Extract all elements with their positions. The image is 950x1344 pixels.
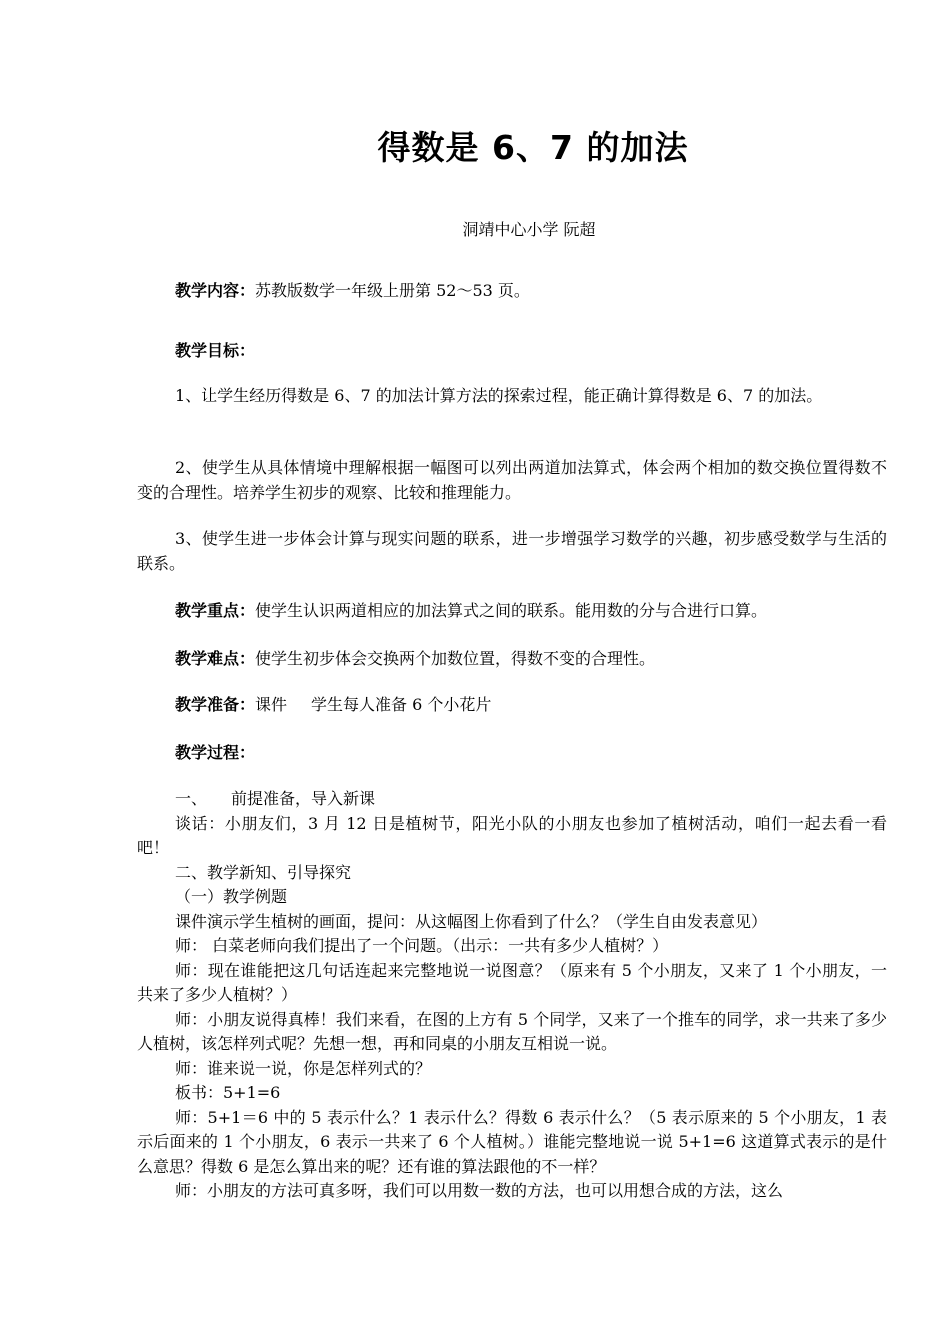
- process-line: 二、教学新知、引导探究: [175, 862, 352, 882]
- process-label: 教学过程：: [175, 743, 256, 762]
- process-line: （一）教学例题: [175, 887, 288, 906]
- goal-item-1: 1、让学生经历得数是 6、7 的加法计算方法的探索过程，能正确计算得数是 6、7 的加法。: [175, 386, 823, 405]
- section-1-heading: 一、 前提准备，导入新课: [175, 789, 376, 808]
- process-line: 师：谁来说一说，你是怎样列式的？: [175, 1058, 432, 1078]
- process-section: [137, 787, 887, 1204]
- teaching-content-text: 苏教版数学一年级上册第 52～53 页。: [255, 281, 530, 300]
- preparation-text-b: 学生每人准备 6 个小花片: [311, 695, 492, 714]
- teaching-content: [137, 278, 887, 303]
- process-line: 师：小朋友说得真棒！我们来看，在图的上方有 5 个同学，又来了一个推车的同学，求一共来了多少人植树，该怎样列式呢？先想一想，再和同桌的小朋友互相说一说。: [137, 1009, 887, 1053]
- key-point-label: 教学重点：: [175, 601, 256, 620]
- key-point-text: 使学生认识两道相应的加法算式之间的联系。能用数的分与合进行口算。: [255, 601, 768, 620]
- difficulty-label: 教学难点：: [175, 649, 256, 668]
- process-line: 谈话：小朋友们，3 月 12 日是植树节，阳光小队的小朋友也参加了植树活动，咱们一起去看一看吧！: [137, 813, 887, 857]
- process-label-row: [137, 740, 887, 765]
- document-title: 得数是 6、7 的加法: [377, 128, 689, 167]
- process-line: 师： 白菜老师向我们提出了一个问题。（出示：一共有多少人植树？）: [175, 936, 669, 955]
- process-line: 课件演示学生植树的画面，提问：从这幅图上你看到了什么？（学生自由发表意见）: [175, 911, 768, 931]
- goal-item-3: 3、使学生进一步体会计算与现实问题的联系，进一步增强学习数学的兴趣，初步感受数学与生活的联系。: [137, 529, 887, 573]
- preparation: [137, 692, 887, 717]
- preparation-label: 教学准备：: [175, 695, 256, 714]
- teaching-goals-label: 教学目标：: [175, 341, 256, 360]
- process-line: 板书：5+1=6: [175, 1083, 281, 1102]
- teaching-content-label: 教学内容：: [175, 281, 256, 300]
- process-line: 师：5+1＝6 中的 5 表示什么？1 表示什么？得数 6 表示什么？（5 表示原来的 5 个小朋友，1 表示后面来的 1 个小朋友，6 表示一共来了 6 个人植树。）谁能完整地说一说 5+1=6 这道算式表示的是什么意思？得数 6 是怎么算出来的呢？还有谁的算法跟他的不一样？: [137, 1107, 887, 1176]
- goal-item-2: 2、使学生从具体情境中理解根据一幅图可以列出两道加法算式，体会两个相加的数交换位置得数不变的合理性。培养学生初步的观察、比较和推理能力。: [137, 458, 887, 502]
- process-line: 师：现在谁能把这几句话连起来完整地说一说图意？（原来有 5 个小朋友，又来了 1 个小朋友，一共来了多少人植树？）: [137, 960, 887, 1004]
- preparation-text-a: 课件: [255, 695, 288, 714]
- key-point: [137, 598, 887, 623]
- difficulty: [137, 646, 887, 671]
- author-line: 洞靖中心小学 阮超: [462, 220, 596, 239]
- difficulty-text: 使学生初步体会交换两个加数位置，得数不变的合理性。: [255, 649, 656, 668]
- process-line: 师：小朋友的方法可真多呀，我们可以用数一数的方法，也可以用想合成的方法，这么: [175, 1181, 784, 1200]
